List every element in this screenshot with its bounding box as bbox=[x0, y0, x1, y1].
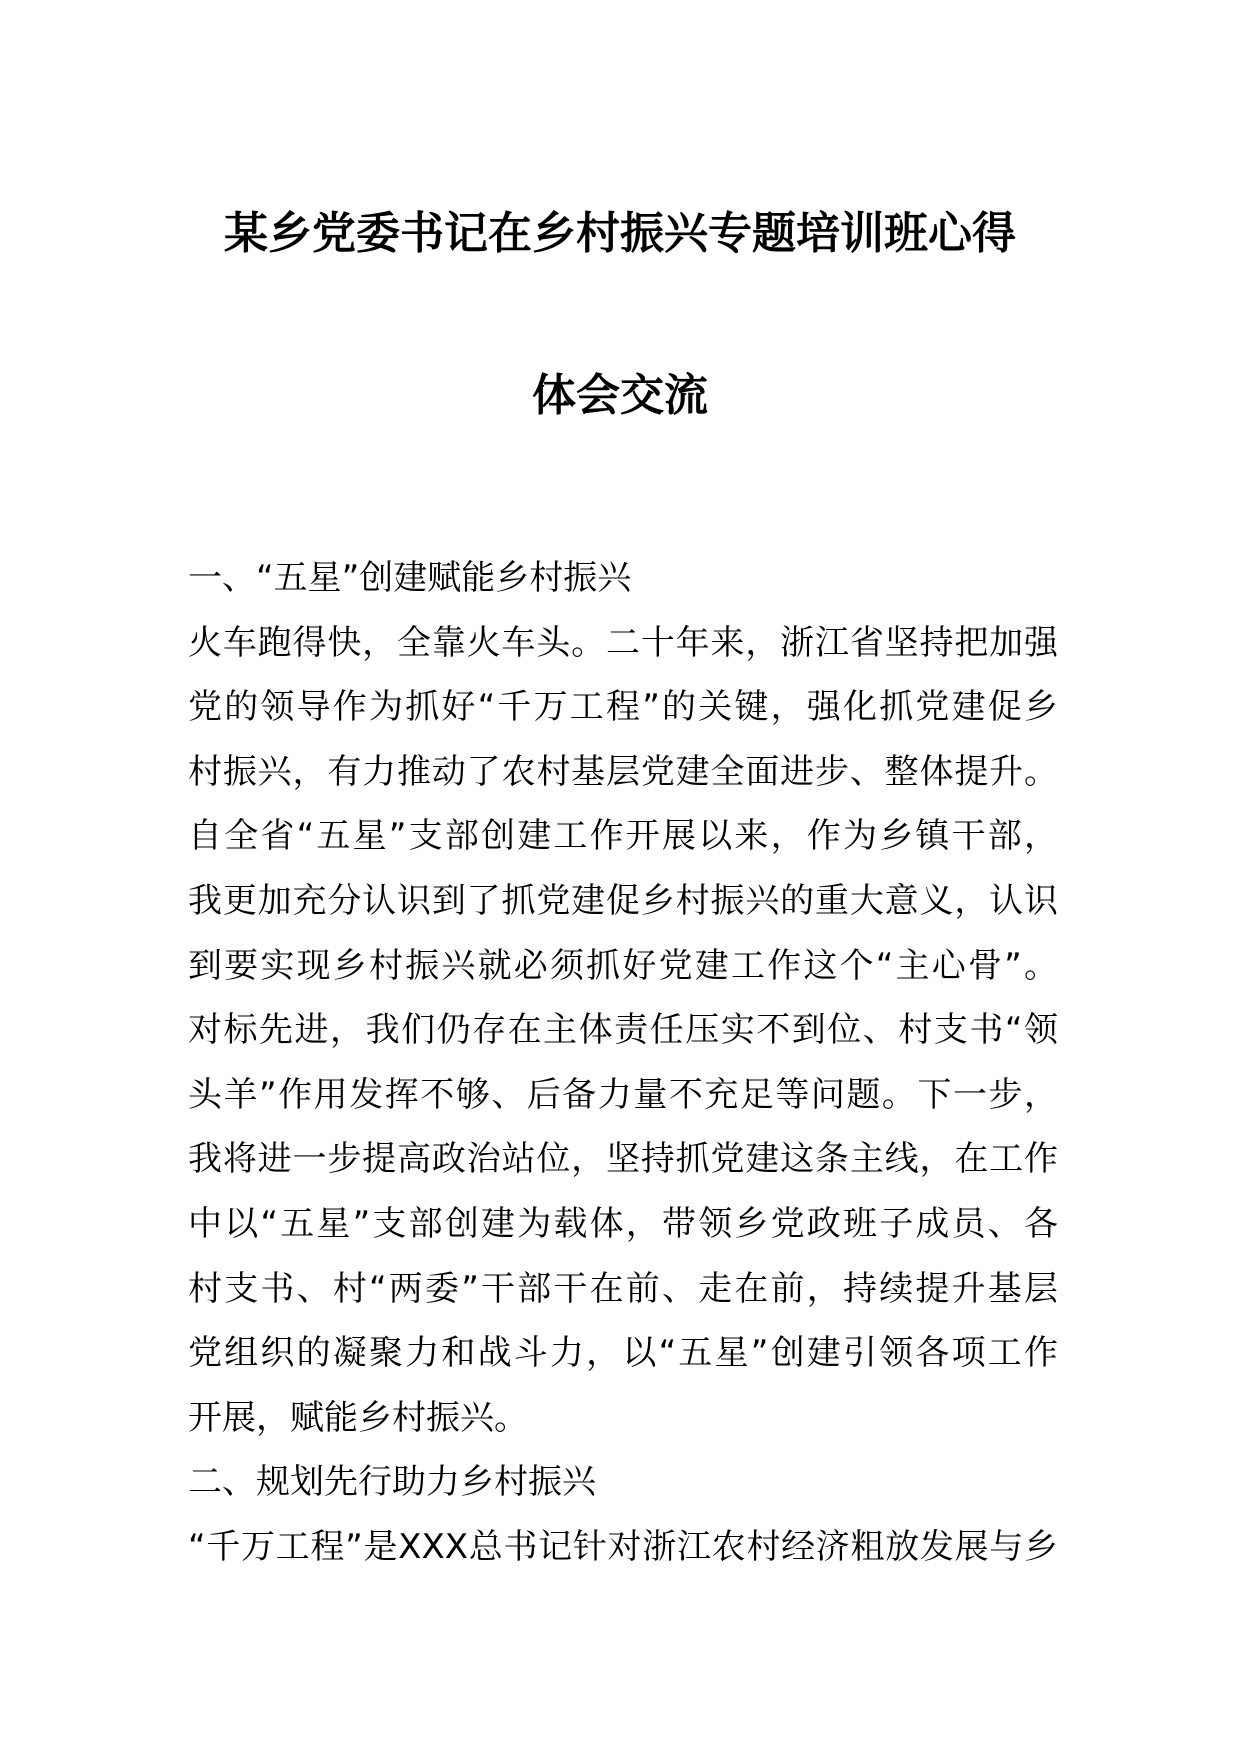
paragraph-line: 头羊”作用发挥不够、后备力量不充足等问题。下一步， bbox=[188, 1074, 1058, 1115]
paragraph-line: 自全省“五星”支部创建工作开展以来，作为乡镇干部， bbox=[188, 816, 1058, 857]
document-body bbox=[188, 546, 1058, 1580]
paragraph-line: 到要实现乡村振兴就必须抓好党建工作这个“主心骨”。 bbox=[188, 945, 1058, 986]
section-heading-1: 一、“五星”创建赋能乡村振兴 bbox=[188, 558, 632, 598]
paragraph-line: 对标先进，我们仍存在主体责任压实不到位、村支书“领 bbox=[188, 1010, 1058, 1051]
paragraph-line: 党组织的凝聚力和战斗力，以“五星”创建引领各项工作 bbox=[188, 1333, 1058, 1374]
section-heading-2: 二、规划先行助力乡村振兴 bbox=[188, 1462, 596, 1503]
paragraph-line: “千万工程”是XXX总书记针对浙江农村经济粗放发展与乡 bbox=[188, 1526, 1058, 1567]
paragraph-line: 村支书、村“两委”干部干在前、走在前，持续提升基层 bbox=[188, 1268, 1058, 1309]
paragraph-line: 党的领导作为抓好“千万工程”的关键，强化抓党建促乡 bbox=[188, 687, 1058, 728]
document-title-line-2: 体会交流 bbox=[532, 370, 708, 421]
paragraph-line: 火车跑得快，全靠火车头。二十年来，浙江省坚持把加强 bbox=[188, 622, 1058, 663]
paragraph-line: 中以“五星”支部创建为载体，带领乡党政班子成员、各 bbox=[188, 1203, 1058, 1244]
paragraph-line: 我更加充分认识到了抓党建促乡村振兴的重大意义，认识 bbox=[188, 880, 1058, 921]
paragraph-line: 开展，赋能乡村振兴。 bbox=[188, 1397, 528, 1438]
paragraph-line: 我将进一步提高政治站位，坚持抓党建这条主线，在工作 bbox=[188, 1139, 1058, 1180]
paragraph-line: 村振兴，有力推动了农村基层党建全面进步、整体提升。 bbox=[188, 751, 1058, 792]
document-title-line-1: 某乡党委书记在乡村振兴专题培训班心得 bbox=[224, 208, 1016, 259]
